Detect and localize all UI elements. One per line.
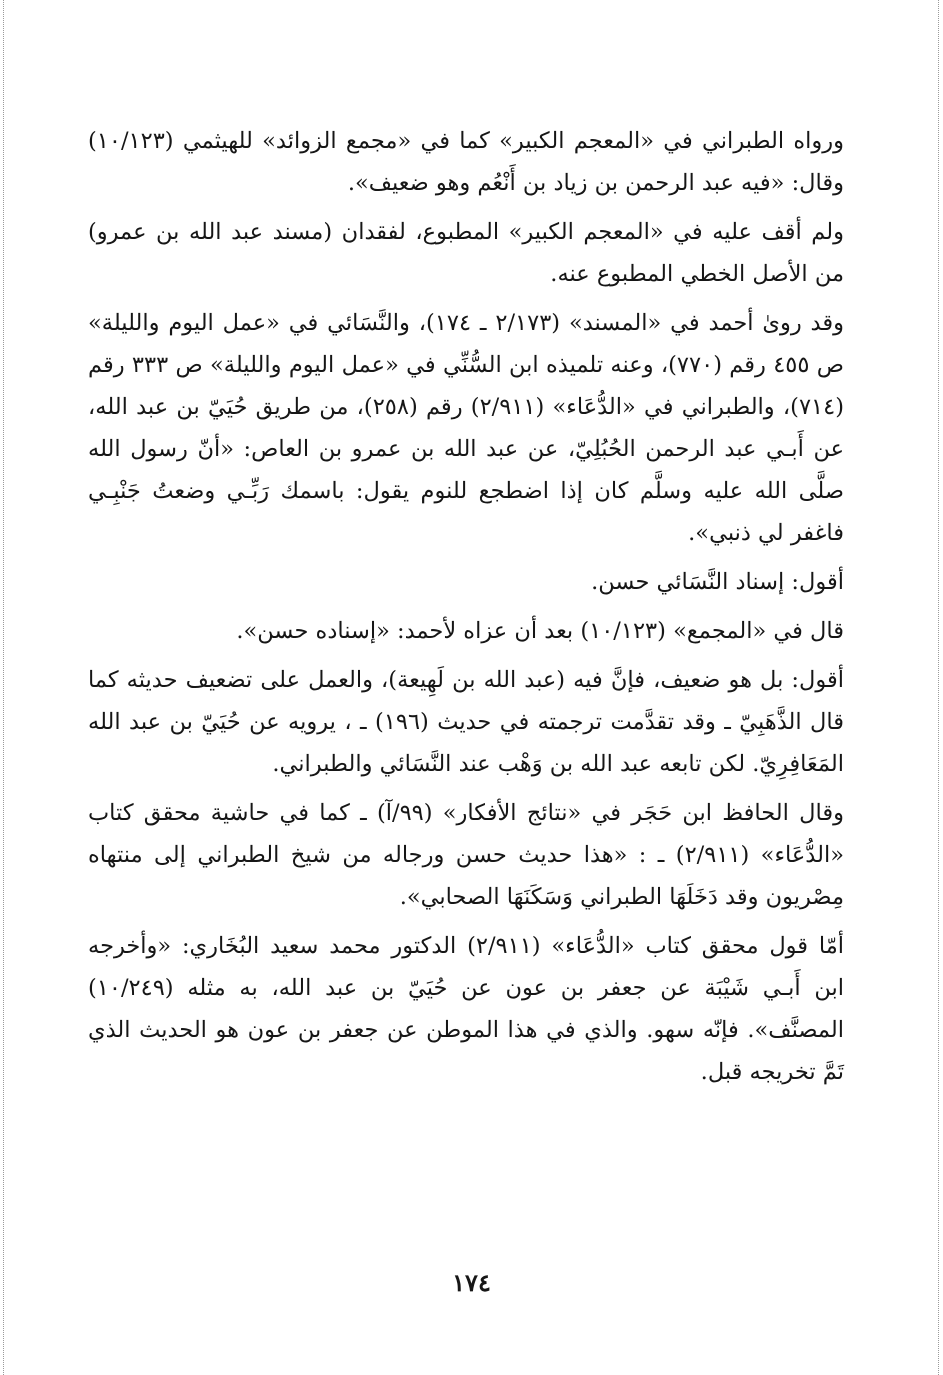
paragraph-bukhari-correction: أمّا قول محقق كتاب «الدُّعَاء» (٢/٩١١) الدكتور محمد سعيد البُخَاري: «وأخرجه ابن أَبـي شَيْبَة عن جعفر بن عون عن حُيَيّ بن عبد الله، به مثله (١٠/٢٤٩) المصنَّف». فإنّه سهو. والذي في هذا الموطن عن جعفر بن عون هو الحديث الذي تَمَّ تخريجه قبل. [88,933,844,1085]
paragraph-ibn-hajar: وقال الحافظ ابن حَجَر في «نتائج الأفكار» (٩٩/آ) ـ كما في حاشية محقق كتاب «الدُّعَاء» (٢/٩١١) ـ : «هذا حديث حسن ورجاله من شيخ الطبراني إلى منتهاه مِصْريون وقد دَخَلَهَا الطبراني وَسَكَنَهَا الصحابي». [88,800,844,910]
page-number: ١٧٤ [452,1268,491,1297]
left-page-edge [3,0,4,1375]
paragraph-weakness-note: أقول: بل هو ضعيف، فإنَّ فيه (عبد الله بن لَهِيعة)، والعمل على تضعيف حديثه كما قال الذَّهَبِيّ ـ وقد تقدَّمت ترجمته في حديث (١٩٦) ـ ، يرويه عن حُيَيّ بن عبد الله المَعَافِرِيّ. لكن تابعه عبد الله بن وَهْب عند النَّسَائي والطبراني. [88,667,844,777]
paragraph-majma-quote: قال في «المجمع» (١٠/١٢٣) بعد أن عزاه لأحمد: «إسناده حسن». [236,618,844,644]
paragraph-ahmad-narration: وقد روىٰ أحمد في «المسند» (٢/١٧٣ ـ ١٧٤)، والنَّسَائي في «عمل اليوم والليلة» ص ٤٥٥ رقم (٧٧٠)، وعنه تلميذه ابن السُّنِّي في «عمل اليوم والليلة» ص ٣٣٣ رقم (٧١٤)، والطبراني في «الدُّعَاء» (٢/٩١١) رقم (٢٥٨)، من طريق حُيَيّ بن عبد الله، عن أَبـي عبد الرحمن الحُبُلِيّ، عن عبد الله بن عمرو بن العاص: «أنّ رسول الله صلَّى الله عليه وسلَّم كان إذا اضطجع للنوم يقول: باسمك رَبِّـي وضعتُ جَنْبِـي فاغفر لي ذنبي». [88,310,844,546]
paragraph-not-found-note: ولم أقف عليه في «المعجم الكبير» المطبوع، لفقدان (مسند عبد الله بن عمرو) من الأصل الخطي المطبوع عنه. [88,219,844,287]
paragraph-tabarani-narration: ورواه الطبراني في «المعجم الكبير» كما في «مجمع الزوائد» للهيثمي (١٠/١٢٣) وقال: «فيه عبد الرحمن بن زياد بن أَنْعُم وهو ضعيف». [88,128,844,196]
body-text [88,120,844,1100]
right-page-edge [938,0,939,1375]
paragraph-nasai-isnad: أقول: إسناد النَّسَائي حسن. [591,569,844,595]
